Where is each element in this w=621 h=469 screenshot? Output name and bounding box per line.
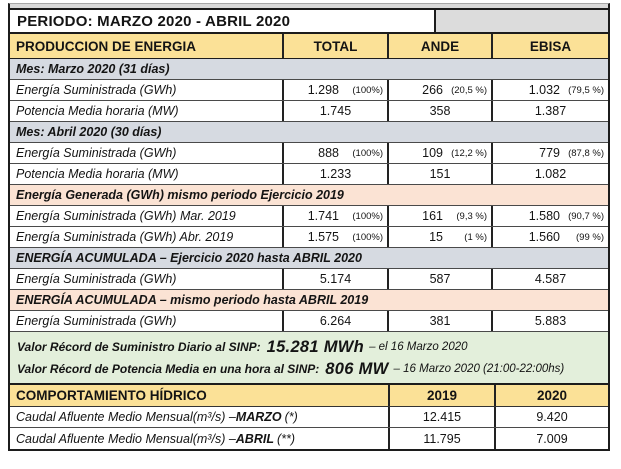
energy-header-row — [10, 34, 608, 59]
hydro-rows — [10, 407, 608, 449]
ebisa-percent: (87,8 %) — [568, 147, 604, 159]
row-label: Energía Suministrada (GWh) Mar. 2019 — [16, 209, 236, 223]
ande-value-cell — [387, 311, 491, 331]
section-row: ENERGÍA ACUMULADA – mismo periodo hasta ABRIL 2019 — [10, 290, 608, 311]
data-row — [10, 269, 608, 290]
ande-value: 381 — [429, 314, 451, 328]
ebisa-percent: (99 %) — [576, 231, 604, 243]
record-hourly-value: 806 MW — [325, 359, 389, 378]
row-label: Potencia Media horaria (MW) — [16, 167, 179, 181]
ande-value: 15 — [429, 230, 443, 244]
ebisa-value: 1.580 — [528, 209, 560, 223]
ande-value-cell — [387, 164, 491, 184]
hydro-label-note: (**) — [276, 431, 296, 446]
page-title: PERIODO: MARZO 2020 - ABRIL 2020 — [10, 10, 434, 32]
ande-value-cell — [387, 206, 491, 226]
energy-rows — [10, 59, 608, 332]
row-label: Energía Suministrada (GWh) — [16, 272, 177, 286]
ande-value-cell — [387, 269, 491, 289]
record-hourly-label: Valor Récord de Potencia Media en una hora al SINP: — [17, 362, 320, 376]
energy-report-table — [8, 3, 610, 451]
total-value-cell — [282, 164, 387, 184]
ande-percent: (9,3 %) — [456, 210, 487, 222]
col-header-ebisa: EBISA — [491, 34, 608, 58]
total-value-cell — [282, 143, 387, 163]
total-value-cell — [282, 227, 387, 247]
total-percent: (100%) — [352, 147, 383, 159]
row-label: Potencia Media horaria (MW) — [16, 104, 179, 118]
col-header-2020: 2020 — [494, 385, 608, 406]
total-value-cell — [282, 80, 387, 100]
total-value-cell — [282, 311, 387, 331]
col-header-produccion: PRODUCCION DE ENERGIA — [16, 38, 197, 54]
col-header-2019: 2019 — [388, 385, 494, 406]
ebisa-value: 1.082 — [534, 167, 567, 181]
hydro-label-month: ABRIL — [235, 431, 274, 446]
ande-value-cell — [387, 227, 491, 247]
hydro-row — [10, 428, 608, 449]
data-row — [10, 164, 608, 185]
record-hourly-note: – 16 Marzo 2020 (21:00-22:00hs) — [393, 363, 565, 375]
section-row: Energía Generada (GWh) mismo periodo Ejercicio 2019 — [10, 185, 608, 206]
total-value: 1.233 — [319, 167, 352, 181]
hydro-row — [10, 407, 608, 428]
ebisa-value-cell — [491, 206, 608, 226]
total-value-cell — [282, 206, 387, 226]
ebisa-value-cell — [491, 269, 608, 289]
data-row — [10, 206, 608, 227]
data-row — [10, 227, 608, 248]
value-2019: 11.795 — [388, 428, 494, 449]
total-percent: (100%) — [352, 210, 383, 222]
ande-value-cell — [387, 80, 491, 100]
records-section — [10, 332, 608, 385]
data-row — [10, 101, 608, 122]
total-value: 6.264 — [319, 314, 352, 328]
col-header-total: TOTAL — [282, 34, 387, 58]
ebisa-percent: (90,7 %) — [568, 210, 604, 222]
section-row: Mes: Marzo 2020 (31 días) — [10, 59, 608, 80]
total-value: 1.575 — [307, 230, 339, 244]
total-value-cell — [282, 101, 387, 121]
col-header-comportamiento: COMPORTAMIENTO HÍDRICO — [16, 388, 207, 403]
row-label: Energía Suministrada (GWh) — [16, 146, 177, 160]
hydro-label-month: MARZO — [235, 410, 282, 424]
ebisa-value-cell — [491, 80, 608, 100]
record-daily-note: – el 16 Marzo 2020 — [369, 341, 468, 353]
section-row: ENERGÍA ACUMULADA – Ejercicio 2020 hasta ABRIL 2020 — [10, 248, 608, 269]
ebisa-value: 5.883 — [534, 314, 567, 328]
ande-value: 109 — [422, 146, 443, 160]
ande-value: 358 — [429, 104, 451, 118]
total-value-cell — [282, 269, 387, 289]
ande-value-cell — [387, 143, 491, 163]
ebisa-percent: (79,5 %) — [568, 84, 604, 96]
ande-value: 266 — [422, 83, 443, 97]
total-value: 5.174 — [319, 272, 352, 286]
value-2019: 12.415 — [388, 407, 494, 427]
ande-percent: (1 %) — [464, 231, 487, 243]
data-row — [10, 311, 608, 332]
hydro-row-label — [10, 428, 388, 449]
hydro-row-label — [10, 407, 388, 427]
value-2020: 9.420 — [494, 407, 608, 427]
hydro-label-note: (*) — [284, 410, 298, 424]
total-percent: (100%) — [352, 84, 383, 96]
row-label: Energía Suministrada (GWh) — [16, 83, 177, 97]
ebisa-value: 1.032 — [528, 83, 560, 97]
total-value: 1.298 — [307, 83, 339, 97]
hydro-label-text: Caudal Afluente Medio Mensual(m³/s) – — [16, 431, 236, 446]
data-row — [10, 143, 608, 164]
ebisa-value: 1.387 — [534, 104, 567, 118]
value-2020: 7.009 — [494, 428, 608, 449]
total-value: 1.745 — [319, 104, 352, 118]
ebisa-value-cell — [491, 227, 608, 247]
col-header-ande: ANDE — [387, 34, 491, 58]
ande-percent: (12,2 %) — [451, 147, 487, 159]
ande-value: 151 — [429, 167, 451, 181]
total-percent: (100%) — [352, 231, 383, 243]
total-value: 888 — [318, 146, 339, 160]
ebisa-value: 1.560 — [528, 230, 560, 244]
row-label: Energía Suministrada (GWh) Abr. 2019 — [16, 230, 234, 244]
ande-value-cell — [387, 101, 491, 121]
ebisa-value: 4.587 — [534, 272, 567, 286]
ebisa-value-cell — [491, 101, 608, 121]
hydro-label-text: Caudal Afluente Medio Mensual(m³/s) – — [16, 410, 236, 424]
ebisa-value-cell — [491, 311, 608, 331]
total-value: 1.741 — [307, 209, 339, 223]
data-row — [10, 80, 608, 101]
record-daily-supply — [17, 336, 608, 358]
record-daily-value: 15.281 MWh — [266, 337, 365, 356]
ande-percent: (20,5 %) — [451, 84, 487, 96]
ebisa-value: 779 — [539, 146, 560, 160]
section-row: Mes: Abril 2020 (30 días) — [10, 122, 608, 143]
title-row — [10, 10, 608, 34]
record-daily-label: Valor Récord de Suministro Diario al SINP: — [17, 340, 261, 354]
ande-value: 161 — [422, 209, 443, 223]
ebisa-value-cell — [491, 143, 608, 163]
title-row-spacer — [434, 10, 608, 32]
hydro-header-row — [10, 385, 608, 407]
record-hourly-power — [17, 358, 608, 380]
ande-value: 587 — [429, 272, 451, 286]
row-label: Energía Suministrada (GWh) — [16, 314, 177, 328]
ebisa-value-cell — [491, 164, 608, 184]
